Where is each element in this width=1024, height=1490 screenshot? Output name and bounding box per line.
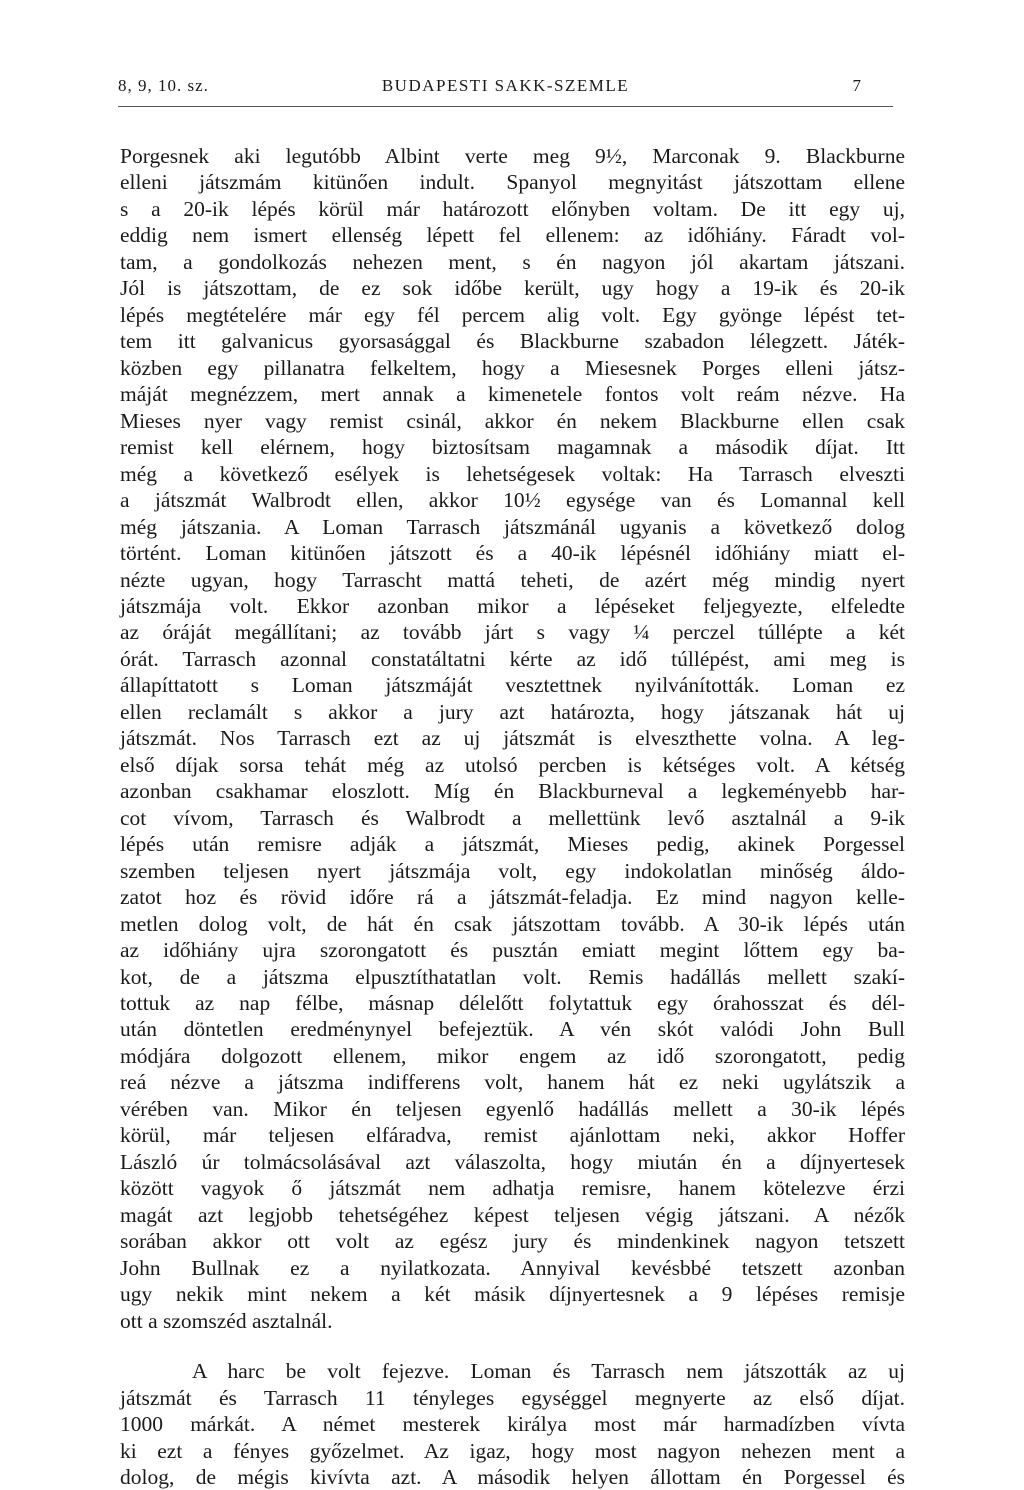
text-line: John Bullnak ez a nyilatkozata. Annyival kevésbbé tetszett azonban xyxy=(120,1255,905,1280)
text-line: szemben teljesen nyert játszmája volt, egy indokolatlan minőség áldo- xyxy=(120,858,905,883)
text-line: órát. Tarrasch azonnal constatáltatni kérte az idő túllépést, ami meg is xyxy=(120,646,905,671)
text-line: vérében van. Mikor én teljesen egyenlő hadállás mellett a 30-ik lépés xyxy=(120,1096,905,1121)
text-line: állapíttatott s Loman játszmáját vesztettnek nyilvánították. Loman ez xyxy=(120,673,905,698)
text-line: ott a szomszéd asztalnál. xyxy=(120,1308,333,1333)
journal-title: BUDAPESTI SAKK-SZEMLE xyxy=(381,76,630,95)
text-line: azonban csakhamar eloszlott. Míg én Blackburneval a legkeményebb har- xyxy=(120,779,905,804)
text-line: az időhiány ujra szorongatott és pusztán emiatt megint lőttem egy ba- xyxy=(120,938,905,963)
text-line: történt. Loman kitünően játszott és a 40-ik lépésnél időhiány miatt el- xyxy=(120,541,905,566)
text-line: nézte ugyan, hogy Tarrascht mattá teheti, de azért még mindig nyert xyxy=(120,567,905,592)
text-line: módjára dolgozott ellenem, mikor engem az idő szorongatott, pedig xyxy=(120,1043,905,1068)
text-line: az óráját megállítani; az tovább járt s vagy ¼ perczel túllépte a két xyxy=(120,620,905,645)
text-line: dolog, de mégis kivívta azt. A második helyen állottam én Porgessel és xyxy=(120,1464,905,1489)
text-line: sorában akkor ott volt az egész jury és mindenkinek nagyon tetszett xyxy=(120,1229,905,1254)
text-line: László úr tolmácsolásával azt válaszolta, hogy miután én a díjnyertesek xyxy=(120,1149,905,1174)
text-line: ellen reclamált s akkor a jury azt határozta, hogy játszanak hát uj xyxy=(120,699,905,724)
text-line: A harc be volt fejezve. Loman és Tarrasch nem játszották az uj xyxy=(192,1359,905,1384)
text-line: metlen dolog volt, de hát én csak játszottam tovább. A 30-ik lépés után xyxy=(120,911,905,936)
text-line: Porgesnek aki legutóbb Albint verte meg 9½, Marconak 9. Blackburne xyxy=(120,144,905,168)
text-line: reá nézve a játszma indifferens volt, hanem hát ez neki ugylátszik a xyxy=(120,1070,905,1095)
text-line: lépés megtételére már egy fél percem alig volt. Egy gyönge lépést tet- xyxy=(120,302,905,327)
paragraph-2 xyxy=(120,1358,905,1490)
text-line: lépés után remisre adják a játszmát, Mieses pedig, akinek Porgessel xyxy=(120,832,905,857)
text-line: tem itt galvanicus gyorsasággal és Blackburne szabadon lélegzett. Játék- xyxy=(120,329,905,354)
text-line: közben egy pillanatra felkeltem, hogy a Miesesnek Porges elleni játsz- xyxy=(120,355,905,380)
text-line: játszmát. Nos Tarrasch ezt az uj játszmát is elveszthette volna. A leg- xyxy=(120,726,905,751)
running-header xyxy=(118,76,893,107)
text-line: 1000 márkát. A német mesterek királya most már harmadízben vívta xyxy=(120,1412,905,1437)
text-line: tam, a gondolkozás nehezen ment, s én nagyon jól akartam játszani. xyxy=(120,249,905,274)
text-line: után döntetlen eredménynyel befejeztük. A vén skót valódi John Bull xyxy=(120,1017,905,1042)
text-line: Jól is játszottam, de ez sok időbe került, ugy hogy a 19-ik és 20-ik xyxy=(120,276,905,301)
text-line: tottuk az nap félbe, másnap délelőtt folytattuk egy órahosszat és dél- xyxy=(120,991,905,1015)
page-number: 7 xyxy=(852,76,861,95)
text-line: elleni játszmám kitünően indult. Spanyol megnyitást játszottam ellene xyxy=(120,170,905,195)
text-line: ugy nekik mint nekem a két másik díjnyertesnek a 9 lépéses remisje xyxy=(120,1282,905,1307)
text-line: s a 20-ik lépés körül már határozott előnyben voltam. De itt egy uj, xyxy=(120,196,905,221)
text-line: eddig nem ismert ellenség lépett fel ellenem: az időhiány. Fáradt vol- xyxy=(120,223,905,248)
text-line: máját megnézzem, mert annak a kimenetele fontos volt reám nézve. Ha xyxy=(120,382,905,407)
text-line: zatot hoz és rövid időre rá a játszmát-feladja. Ez mind nagyon kelle- xyxy=(120,885,905,910)
text-line: cot vívom, Tarrasch és Walbrodt a mellettünk levő asztalnál a 9-ik xyxy=(120,805,905,830)
issue-number: 8, 9, 10. sz. xyxy=(118,76,209,95)
text-line: körül, már teljesen elfáradva, remist ajánlottam neki, akkor Hoffer xyxy=(120,1123,905,1148)
text-line: között vagyok ő játszmát nem adhatja remisre, hanem kötelezve érzi xyxy=(120,1176,905,1201)
text-line: még játszania. A Loman Tarrasch játszmánál ugyanis a következő dolog xyxy=(120,514,905,539)
text-line: a játszmát Walbrodt ellen, akkor 10½ egysége van és Lomannal kell xyxy=(120,488,905,513)
text-line: még a következő esélyek is lehetségesek voltak: Ha Tarrasch elveszti xyxy=(120,461,905,486)
text-line: játszmát és Tarrasch 11 tényleges egységgel megnyerte az első díjat. xyxy=(120,1385,905,1410)
text-line: remist kell elérnem, hogy biztosítsam magamnak a második díjat. Itt xyxy=(120,435,905,460)
text-line: játszmája volt. Ekkor azonban mikor a lépéseket feljegyezte, elfeledte xyxy=(120,593,905,618)
text-line: Mieses nyer vagy remist csinál, akkor én nekem Blackburne ellen csak xyxy=(120,408,905,433)
body-text xyxy=(120,143,905,1490)
text-line: magát azt legjobb tehetségéhez képest teljesen végig játszani. A nézők xyxy=(120,1202,905,1227)
text-line: első díjak sorsa tehát még az utolsó percben is kétséges volt. A kétség xyxy=(120,752,905,777)
paragraph-1 xyxy=(120,143,905,1334)
text-line: kot, de a játszma elpusztíthatatlan volt. Remis hadállás mellett szakí- xyxy=(120,964,905,989)
text-line: ki ezt a fényes győzelmet. Az igaz, hogy most nagyon nehezen ment a xyxy=(120,1438,905,1463)
paragraph-gap xyxy=(120,1334,905,1358)
